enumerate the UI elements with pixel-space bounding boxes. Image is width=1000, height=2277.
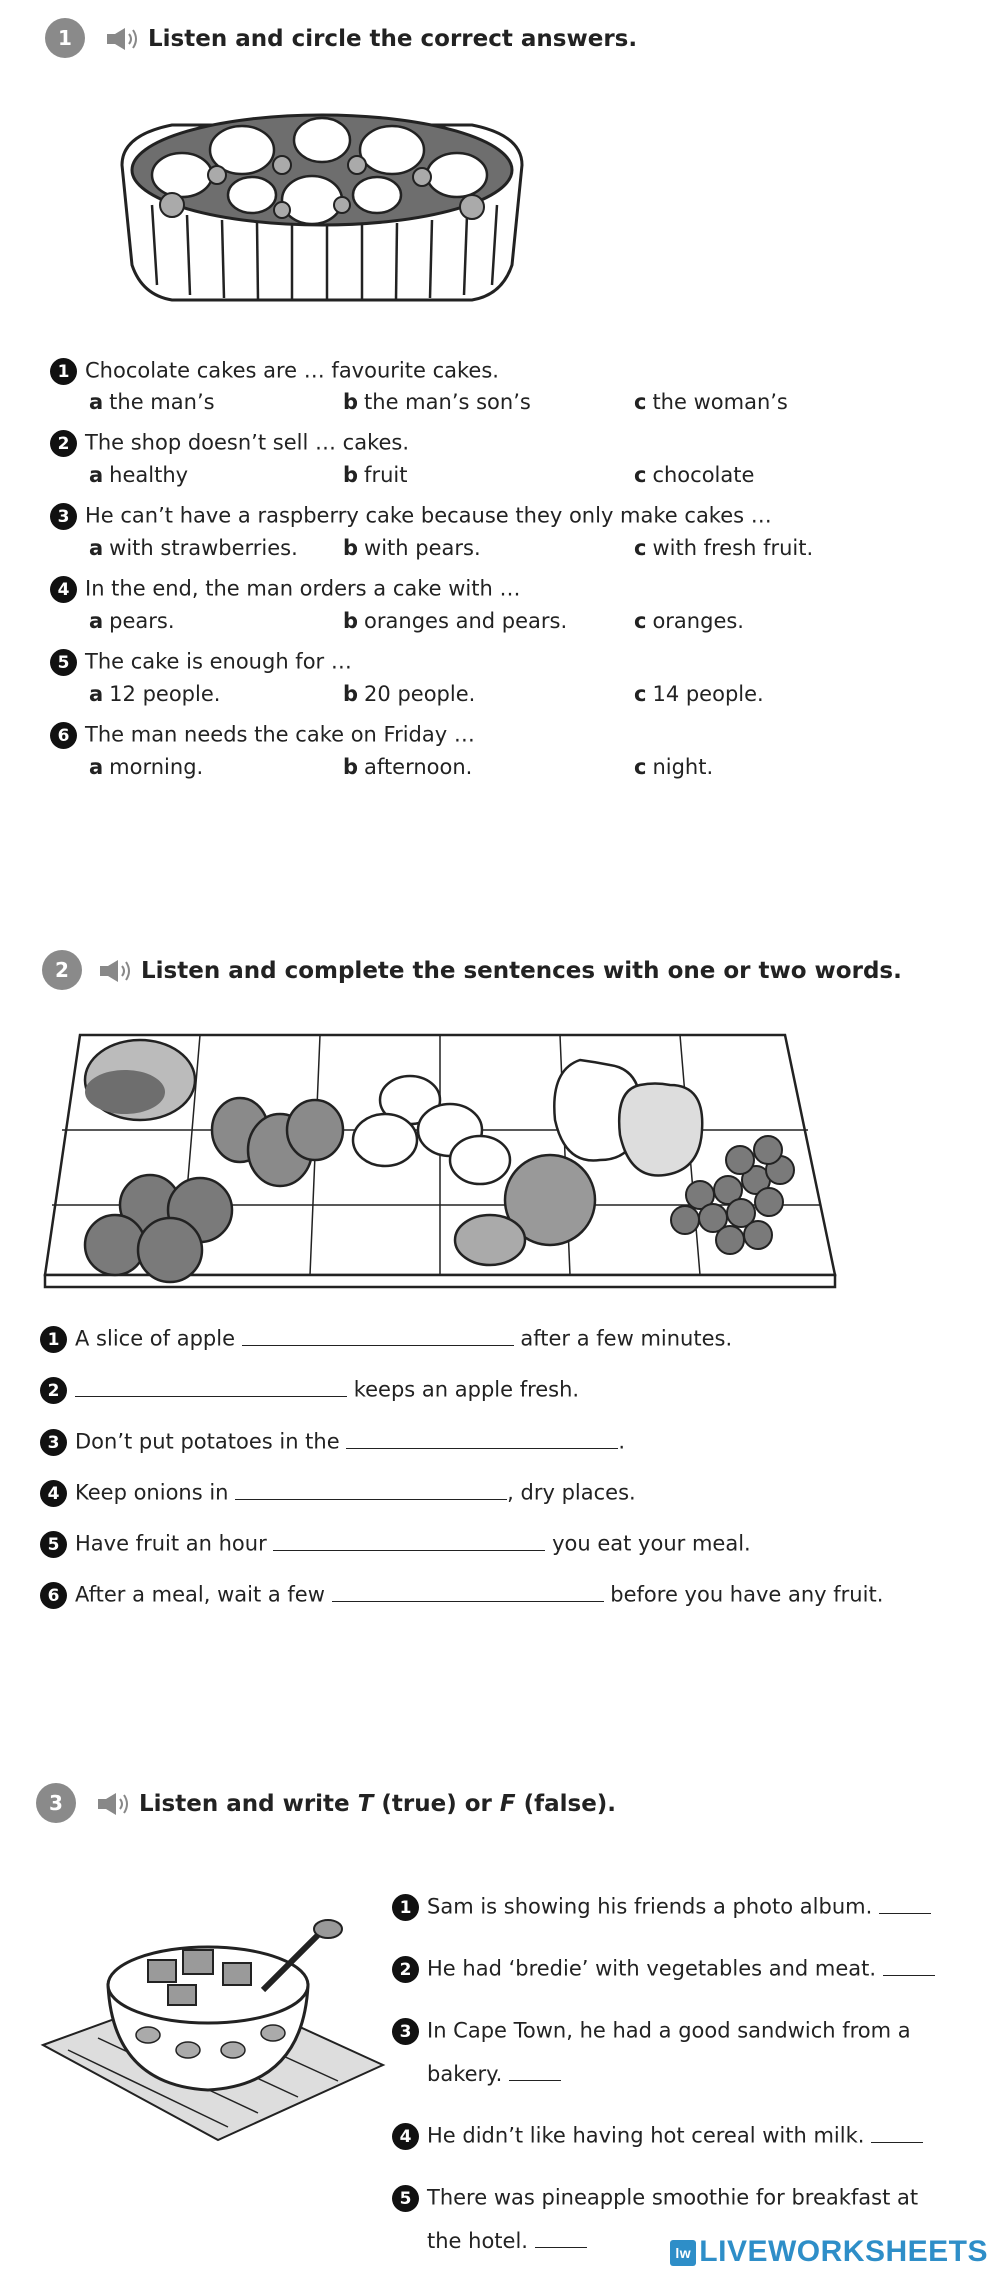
statement-3-continued bbox=[427, 2062, 561, 2086]
question-number: 3 bbox=[50, 503, 77, 530]
option-b[interactable]: b 20 people. bbox=[343, 682, 476, 706]
statement-number: 2 bbox=[392, 1956, 419, 1983]
section-title: Listen and circle the correct answers. bbox=[148, 26, 638, 52]
sentence-text: After a meal, wait a few bbox=[75, 1582, 325, 1607]
option-a[interactable]: a pears. bbox=[89, 609, 175, 633]
option-a[interactable]: a healthy bbox=[89, 463, 189, 487]
option-c[interactable]: c chocolate bbox=[634, 463, 755, 487]
sentence-number: 4 bbox=[40, 1480, 67, 1507]
fruit-tart-illustration bbox=[112, 95, 532, 315]
question-number: 6 bbox=[50, 722, 77, 749]
answer-blank[interactable] bbox=[509, 2062, 561, 2081]
sentence-number: 5 bbox=[40, 1531, 67, 1558]
section-number-badge: 2 bbox=[42, 950, 82, 990]
sentence-5 bbox=[40, 1531, 751, 1558]
sentence-text: Keep onions in bbox=[75, 1480, 229, 1505]
sentence-text: keeps an apple fresh. bbox=[353, 1377, 580, 1402]
speaker-icon[interactable] bbox=[98, 958, 134, 984]
sentence-text: before you have any fruit. bbox=[610, 1582, 884, 1607]
statement-5-continued bbox=[427, 2229, 587, 2253]
sentence-number: 2 bbox=[40, 1377, 67, 1404]
statement-text: bakery. bbox=[427, 2062, 503, 2086]
option-b[interactable]: b the man’s son’s bbox=[343, 390, 531, 414]
question-text: In the end, the man orders a cake with … bbox=[85, 576, 521, 601]
answer-blank[interactable] bbox=[871, 2124, 923, 2143]
answer-blank[interactable] bbox=[883, 1957, 935, 1976]
sentence-4 bbox=[40, 1480, 636, 1507]
answer-blank[interactable] bbox=[332, 1583, 604, 1602]
statement-text: He had ‘bredie’ with vegetables and meat. bbox=[427, 1956, 877, 1981]
answer-blank[interactable] bbox=[879, 1895, 931, 1914]
speaker-icon[interactable] bbox=[105, 26, 141, 52]
sentence-text: Have fruit an hour bbox=[75, 1531, 267, 1556]
statement-text: There was pineapple smoothie for breakfast at bbox=[427, 2185, 919, 2210]
liveworksheets-logo-icon: lw bbox=[670, 2240, 696, 2266]
sentence-6 bbox=[40, 1582, 883, 1609]
fruit-tray-illustration bbox=[40, 1030, 840, 1300]
statement-5 bbox=[392, 2185, 918, 2212]
statement-4 bbox=[392, 2123, 923, 2150]
sentence-text: , dry places. bbox=[507, 1480, 636, 1505]
sentence-text: Don’t put potatoes in the bbox=[75, 1429, 340, 1454]
section-number-badge: 3 bbox=[36, 1783, 76, 1823]
section-title: Listen and write T (true) or F (false). bbox=[139, 1791, 617, 1817]
option-b[interactable]: b with pears. bbox=[343, 536, 481, 560]
sentence-number: 1 bbox=[40, 1326, 67, 1353]
statement-text: He didn’t like having hot cereal with milk. bbox=[427, 2123, 865, 2148]
sentence-1 bbox=[40, 1326, 732, 1353]
cereal-bowl-illustration bbox=[38, 1915, 388, 2145]
statement-text: Sam is showing his friends a photo album. bbox=[427, 1894, 873, 1919]
question-3 bbox=[50, 503, 772, 530]
sentence-2 bbox=[40, 1377, 579, 1404]
question-5 bbox=[50, 649, 352, 676]
option-c[interactable]: c the woman’s bbox=[634, 390, 788, 414]
option-a[interactable]: a 12 people. bbox=[89, 682, 221, 706]
option-c[interactable]: c night. bbox=[634, 755, 714, 779]
statement-3 bbox=[392, 2018, 911, 2045]
statement-1 bbox=[392, 1894, 931, 1921]
option-a[interactable]: a with strawberries. bbox=[89, 536, 298, 560]
section-title: Listen and complete the sentences with one or two words. bbox=[141, 958, 902, 984]
sentence-number: 6 bbox=[40, 1582, 67, 1609]
answer-blank[interactable] bbox=[75, 1378, 347, 1397]
answer-blank[interactable] bbox=[273, 1532, 545, 1551]
sentence-3 bbox=[40, 1429, 625, 1456]
question-number: 5 bbox=[50, 649, 77, 676]
answer-blank[interactable] bbox=[235, 1481, 507, 1500]
answer-blank[interactable] bbox=[346, 1430, 618, 1449]
question-2 bbox=[50, 430, 409, 457]
question-text: The shop doesn’t sell … cakes. bbox=[85, 430, 410, 455]
statement-2 bbox=[392, 1956, 935, 1983]
answer-blank[interactable] bbox=[535, 2229, 587, 2248]
section-number-badge: 1 bbox=[45, 18, 85, 58]
option-b[interactable]: b oranges and pears. bbox=[343, 609, 568, 633]
question-number: 4 bbox=[50, 576, 77, 603]
sentence-text: you eat your meal. bbox=[552, 1531, 751, 1556]
sentence-number: 3 bbox=[40, 1429, 67, 1456]
option-a[interactable]: a the man’s bbox=[89, 390, 215, 414]
statement-text: the hotel. bbox=[427, 2229, 528, 2253]
statement-number: 1 bbox=[392, 1894, 419, 1921]
option-c[interactable]: c oranges. bbox=[634, 609, 744, 633]
option-c[interactable]: c with fresh fruit. bbox=[634, 536, 814, 560]
option-c[interactable]: c 14 people. bbox=[634, 682, 764, 706]
option-b[interactable]: b fruit bbox=[343, 463, 408, 487]
question-6 bbox=[50, 722, 475, 749]
question-text: The man needs the cake on Friday … bbox=[85, 722, 475, 747]
question-text: He can’t have a raspberry cake because they only make cakes … bbox=[85, 503, 772, 528]
option-b[interactable]: b afternoon. bbox=[343, 755, 473, 779]
statement-number: 4 bbox=[392, 2123, 419, 2150]
answer-blank[interactable] bbox=[242, 1327, 514, 1346]
question-number: 2 bbox=[50, 430, 77, 457]
question-4 bbox=[50, 576, 520, 603]
liveworksheets-logo[interactable] bbox=[670, 2235, 988, 2269]
sentence-text: A slice of apple bbox=[75, 1326, 235, 1351]
sentence-text: after a few minutes. bbox=[520, 1326, 733, 1351]
question-text: The cake is enough for … bbox=[85, 649, 352, 674]
question-text: Chocolate cakes are … favourite cakes. bbox=[85, 358, 499, 383]
question-1 bbox=[50, 358, 499, 385]
question-number: 1 bbox=[50, 358, 77, 385]
logo-text: LIVEWORKSHEETS bbox=[699, 2235, 988, 2268]
statement-number: 5 bbox=[392, 2185, 419, 2212]
speaker-icon[interactable] bbox=[96, 1791, 132, 1817]
statement-text: In Cape Town, he had a good sandwich from a bbox=[427, 2018, 911, 2043]
option-a[interactable]: a morning. bbox=[89, 755, 204, 779]
statement-number: 3 bbox=[392, 2018, 419, 2045]
sentence-text: . bbox=[618, 1429, 626, 1454]
